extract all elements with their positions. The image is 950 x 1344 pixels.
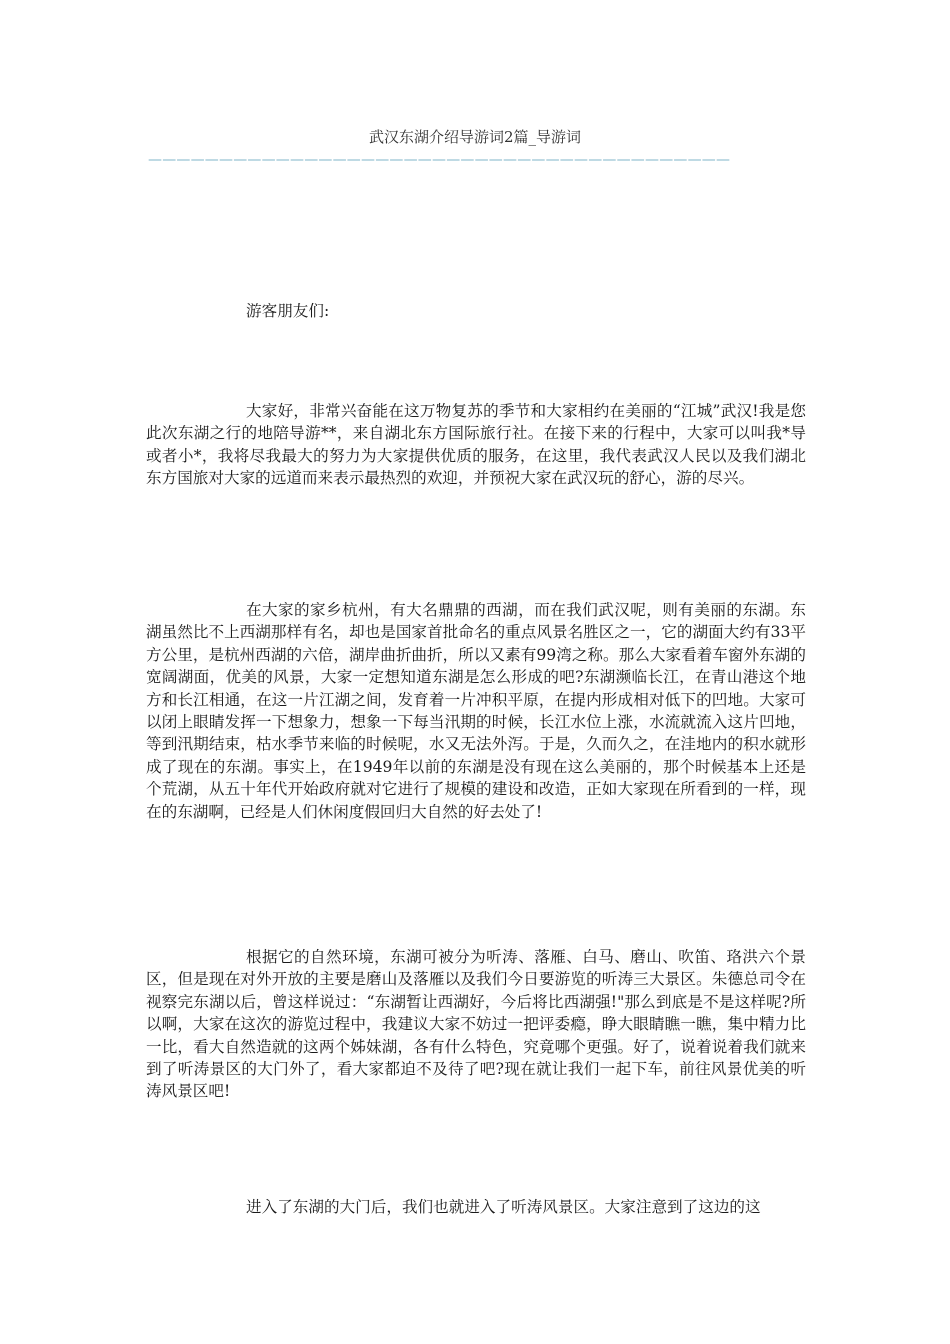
title-divider: ————————————————————————————————————————— <box>148 152 731 168</box>
body-paragraph: 根据它的自然环境，东湖可被分为听涛、落雁、白马、磨山、吹笛、珞洪六个景区，但是现在对外开放的主要是磨山及落雁以及我们今日要游览的听涛三大景区。朱德总司令在视察完东湖以后，曾这样说过：“东湖暂让西湖好，今后将比西湖强!"那么到底是不是这样呢?所以啊，大家在这次的游览过程中，我建议大家不妨过一把评委瘾，睁大眼睛瞧一瞧，集中精力比一比，看大自然造就的这两个姊妹湖，各有什么特色，究竟哪个更强。好了，说着说着我们就来到了听涛景区的大门外了，看大家都迫不及待了吧?现在就让我们一起下车，前往风景优美的听涛风景区吧! <box>146 948 806 1101</box>
body-paragraph: 在大家的家乡杭州，有大名鼎鼎的西湖，而在我们武汉呢，则有美丽的东湖。东湖虽然比不上西湖那样有名，却也是国家首批命名的重点风景名胜区之一，它的湖面大约有33平方公里，是杭州西湖的六倍，湖岸曲折曲折，所以又素有99湾之称。那么大家看着车窗外东湖的宽阔湖面，优美的风景，大家一定想知道东湖是怎么形成的吧?东湖濒临长江，在青山港这个地方和长江相通，在这一片江湖之间，发育着一片冲积平原，在提内形成相对低下的凹地。大家可以闭上眼睛发挥一下想象力，想象一下每当汛期的时候，长江水位上涨，水流就流入这片凹地，等到汛期结束，枯水季节来临的时候呢，水又无法外泻。于是，久而久之，在洼地内的积水就形成了现在的东湖。事实上，在1949年以前的东湖是没有现在这么美丽的，那个时候基本上还是个荒湖，从五十年代开始政府就对它进行了规模的建设和改造，正如大家现在所看到的一样，现在的东湖啊，已经是人们休闲度假回归大自然的好去处了! <box>146 601 806 821</box>
salutation-paragraph: 游客朋友们: <box>246 302 330 320</box>
document-title: 武汉东湖介绍导游词2篇_导游词 <box>368 128 582 146</box>
body-paragraph: 进入了东湖的大门后，我们也就进入了听涛风景区。大家注意到了这边的这 <box>246 1198 761 1216</box>
body-paragraph: 大家好，非常兴奋能在这万物复苏的季节和大家相约在美丽的“江城”武汉!我是您此次东湖之行的地陪导游**，来自湖北东方国际旅行社。在接下来的行程中，大家可以叫我*导或者小*，我将尽我最大的努力为大家提供优质的服务，在这里，我代表武汉人民以及我们湖北东方国旅对大家的远道而来表示最热烈的欢迎，并预祝大家在武汉玩的舒心，游的尽兴。 <box>146 402 806 488</box>
